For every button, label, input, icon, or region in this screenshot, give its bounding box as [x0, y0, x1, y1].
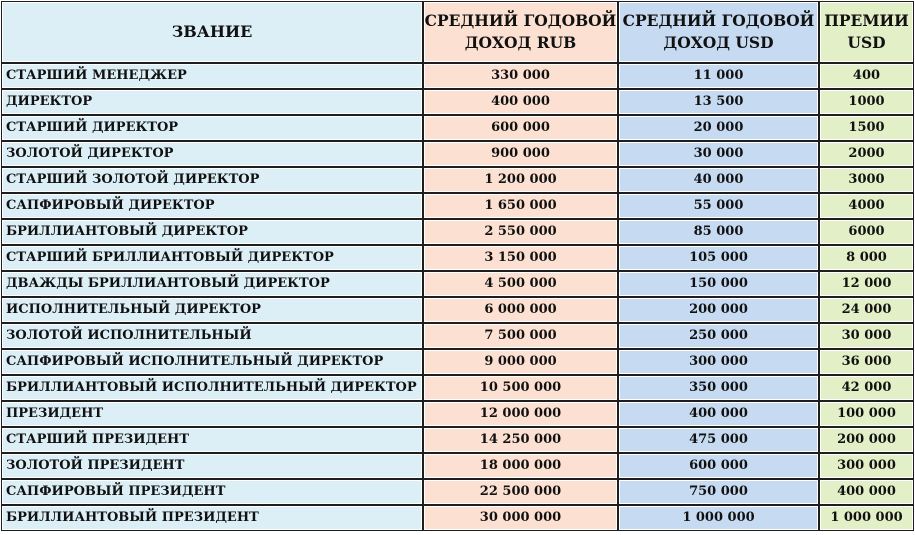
bonus-usd-cell: 200 000 [819, 427, 914, 453]
rank-title-cell: СТАРШИЙ ПРЕЗИДЕНТ [1, 427, 423, 453]
income-rub-cell: 14 250 000 [423, 427, 618, 453]
income-rub-cell: 7 500 000 [423, 323, 618, 349]
table-row [1, 453, 914, 479]
income-rub-cell: 22 500 000 [423, 479, 618, 505]
rank-title-cell: СТАРШИЙ ДИРЕКТОР [1, 115, 423, 141]
bonus-usd-cell: 36 000 [819, 349, 914, 375]
header-row [1, 1, 914, 63]
table-row [1, 297, 914, 323]
income-rub-cell: 30 000 000 [423, 505, 618, 531]
rank-title-cell: СТАРШИЙ ЗОЛОТОЙ ДИРЕКТОР [1, 167, 423, 193]
income-usd-cell: 11 000 [618, 63, 819, 89]
income-rub-cell: 400 000 [423, 89, 618, 115]
bonus-usd-cell: 42 000 [819, 375, 914, 401]
income-rub-cell: 4 500 000 [423, 271, 618, 297]
rank-title-cell: САПФИРОВЫЙ ИСПОЛНИТЕЛЬНЫЙ ДИРЕКТОР [1, 349, 423, 375]
rank-title-cell: САПФИРОВЫЙ ПРЕЗИДЕНТ [1, 479, 423, 505]
income-usd-cell: 600 000 [618, 453, 819, 479]
income-rub-cell: 1 650 000 [423, 193, 618, 219]
bonus-usd-cell: 8 000 [819, 245, 914, 271]
income-usd-cell: 300 000 [618, 349, 819, 375]
income-usd-cell: 13 500 [618, 89, 819, 115]
income-rub-cell: 2 550 000 [423, 219, 618, 245]
income-usd-cell: 200 000 [618, 297, 819, 323]
income-usd-cell: 250 000 [618, 323, 819, 349]
income-rub-cell: 3 150 000 [423, 245, 618, 271]
income-rub-cell: 10 500 000 [423, 375, 618, 401]
income-rub-cell: 9 000 000 [423, 349, 618, 375]
income-usd-cell: 400 000 [618, 401, 819, 427]
rank-title-cell: ПРЕЗИДЕНТ [1, 401, 423, 427]
income-rub-cell: 330 000 [423, 63, 618, 89]
income-rub-cell: 900 000 [423, 141, 618, 167]
table-row [1, 219, 914, 245]
income-rub-cell: 6 000 000 [423, 297, 618, 323]
rank-title-cell: ЗОЛОТОЙ ДИРЕКТОР [1, 141, 423, 167]
bonus-usd-cell: 30 000 [819, 323, 914, 349]
income-usd-cell: 30 000 [618, 141, 819, 167]
table-row [1, 193, 914, 219]
rank-title-cell: ДИРЕКТОР [1, 89, 423, 115]
bonus-usd-cell: 400 000 [819, 479, 914, 505]
bonus-usd-cell: 1 000 000 [819, 505, 914, 531]
income-rub-cell: 600 000 [423, 115, 618, 141]
rank-title-cell: СТАРШИЙ МЕНЕДЖЕР [1, 63, 423, 89]
table-row [1, 349, 914, 375]
rank-title-cell: СТАРШИЙ БРИЛЛИАНТОВЫЙ ДИРЕКТОР [1, 245, 423, 271]
income-usd-cell: 750 000 [618, 479, 819, 505]
income-usd-cell: 350 000 [618, 375, 819, 401]
bonus-usd-cell: 2000 [819, 141, 914, 167]
rank-title-cell: БРИЛЛИАНТОВЫЙ ИСПОЛНИТЕЛЬНЫЙ ДИРЕКТОР [1, 375, 423, 401]
bonus-usd-cell: 4000 [819, 193, 914, 219]
header-income-usd: СРЕДНИЙ ГОДОВОЙ ДОХОД USD [618, 1, 819, 63]
table-row [1, 167, 914, 193]
income-usd-cell: 150 000 [618, 271, 819, 297]
income-rub-cell: 18 000 000 [423, 453, 618, 479]
rank-title-cell: ДВАЖДЫ БРИЛЛИАНТОВЫЙ ДИРЕКТОР [1, 271, 423, 297]
rank-title-cell: ИСПОЛНИТЕЛЬНЫЙ ДИРЕКТОР [1, 297, 423, 323]
income-usd-cell: 475 000 [618, 427, 819, 453]
table-row [1, 245, 914, 271]
bonus-usd-cell: 100 000 [819, 401, 914, 427]
rank-title-cell: БРИЛЛИАНТОВЫЙ ДИРЕКТОР [1, 219, 423, 245]
table-row [1, 63, 914, 89]
income-usd-cell: 40 000 [618, 167, 819, 193]
table-row [1, 505, 914, 531]
bonus-usd-cell: 1500 [819, 115, 914, 141]
table-row [1, 401, 914, 427]
table-row [1, 115, 914, 141]
rank-title-cell: ЗОЛОТОЙ ПРЕЗИДЕНТ [1, 453, 423, 479]
table-row [1, 89, 914, 115]
rank-title-cell: САПФИРОВЫЙ ДИРЕКТОР [1, 193, 423, 219]
income-usd-cell: 55 000 [618, 193, 819, 219]
rank-income-table [1, 1, 914, 531]
bonus-usd-cell: 12 000 [819, 271, 914, 297]
income-usd-cell: 85 000 [618, 219, 819, 245]
header-title: ЗВАНИЕ [1, 1, 423, 63]
income-usd-cell: 105 000 [618, 245, 819, 271]
table-row [1, 141, 914, 167]
table-row [1, 375, 914, 401]
bonus-usd-cell: 6000 [819, 219, 914, 245]
rank-title-cell: БРИЛЛИАНТОВЫЙ ПРЕЗИДЕНТ [1, 505, 423, 531]
bonus-usd-cell: 24 000 [819, 297, 914, 323]
bonus-usd-cell: 400 [819, 63, 914, 89]
bonus-usd-cell: 1000 [819, 89, 914, 115]
table-row [1, 427, 914, 453]
table-row [1, 323, 914, 349]
income-rub-cell: 1 200 000 [423, 167, 618, 193]
income-rub-cell: 12 000 000 [423, 401, 618, 427]
table-row [1, 271, 914, 297]
bonus-usd-cell: 3000 [819, 167, 914, 193]
header-income-rub: СРЕДНИЙ ГОДОВОЙ ДОХОД RUB [423, 1, 618, 63]
income-usd-cell: 20 000 [618, 115, 819, 141]
header-bonus-usd: ПРЕМИИ USD [819, 1, 914, 63]
table-row [1, 479, 914, 505]
rank-title-cell: ЗОЛОТОЙ ИСПОЛНИТЕЛЬНЫЙ [1, 323, 423, 349]
bonus-usd-cell: 300 000 [819, 453, 914, 479]
income-usd-cell: 1 000 000 [618, 505, 819, 531]
